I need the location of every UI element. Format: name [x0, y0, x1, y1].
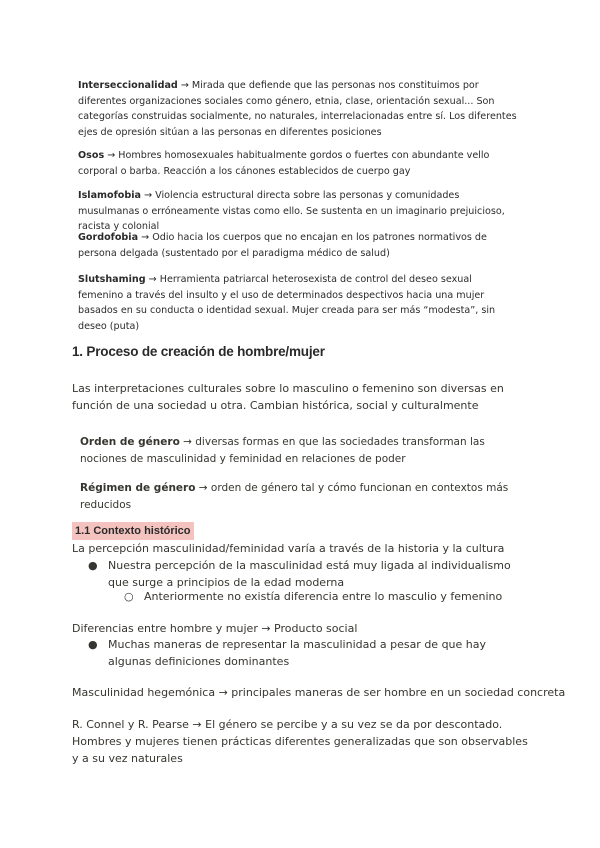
bullet-item	[88, 557, 528, 591]
glossary-definition: → Mirada que defiende que las personas nos constituimos por diferentes organizaciones sociales como género, etnia, clase, orientación sexual... Son categorías construidas socialmente, no naturales, interrelacionadas entre sí. Los diferentes ejes de opresión sitúan a las personas en diferentes posiciones	[78, 80, 517, 138]
glossary-term: Osos	[78, 150, 105, 161]
bullet-dot-icon: ●	[88, 638, 98, 651]
bullet-dot-icon: ●	[88, 559, 98, 572]
definition-orden-de-genero	[80, 434, 530, 468]
glossary-definition: → Violencia estructural directa sobre las personas y comunidades musulmanas o erróneamente vistas como ello. Se sustenta en un imaginario prejuicioso, racista y colonial	[78, 190, 505, 232]
connel-pearse-paragraph: R. Connel y R. Pearse → El género se percibe y a su vez se da por descontado. Hombres y mujeres tienen prácticas diferentes generalizadas que son observables y a su vez naturales	[72, 718, 528, 765]
definition-term: Régimen de género	[80, 482, 196, 494]
history-paragraph: La percepción masculinidad/feminidad varía a través de la historia y la cultura	[72, 542, 505, 555]
definition-text: → orden de género tal y cómo funcionan en contextos más reducidos	[80, 482, 509, 511]
bullet-text: Anteriormente no existía diferencia entre lo masculio y femenino	[144, 590, 503, 603]
section-intro: Las interpretaciones culturales sobre lo masculino o femenino son diversas en función de una sociedad u otra. Cambian histórica, social y culturalmente	[72, 382, 504, 412]
glossary-entry-interseccionalidad	[78, 78, 518, 140]
glossary-term: Interseccionalidad	[78, 80, 178, 91]
bullet-text: Nuestra percepción de la masculinidad está muy ligada al individualismo que surge a principios de la edad moderna	[108, 559, 511, 589]
glossary-definition: → Hombres homosexuales habitualmente gordos o fuertes con abundante vello corporal o barba. Reacción a los cánones establecidos de cuerpo gay	[78, 150, 490, 177]
glossary-entry-slutshaming	[78, 272, 518, 334]
bullet-item	[88, 636, 528, 670]
bullet-circle-icon: ○	[124, 590, 134, 603]
definition-term: Orden de género	[80, 436, 180, 448]
section-heading: 1. Proceso de creación de hombre/mujer	[72, 344, 325, 359]
bullet-text: Muchas maneras de representar la masculinidad a pesar de que hay algunas definiciones dominantes	[108, 638, 487, 668]
hegemonic-masculinity-paragraph: Masculinidad hegemónica → principales maneras de ser hombre en un sociedad concreta	[72, 686, 566, 699]
glossary-entry-islamofobia	[78, 188, 518, 235]
subsection-heading: 1.1 Contexto histórico	[72, 522, 194, 540]
glossary-definition: → Herramienta patriarcal heterosexista de control del deseo sexual femenino a través del insulto y el uso de determinados despectivos hacia una mujer basados en su conducta o identidad sexual. Mujer creada para ser más “modesta”, sin deseo (puta)	[78, 274, 496, 332]
differences-paragraph: Diferencias entre hombre y mujer → Producto social	[72, 622, 358, 635]
glossary-term: Slutshaming	[78, 274, 146, 285]
definition-text: → diversas formas en que las sociedades transforman las nociones de masculinidad y feminidad en relaciones de poder	[80, 436, 485, 465]
sub-bullet-item	[124, 588, 524, 605]
glossary-entry-osos	[78, 148, 518, 179]
definition-regimen-de-genero	[80, 480, 530, 514]
glossary-term: Islamofobia	[78, 190, 142, 201]
glossary-entry-gordofobia	[78, 230, 518, 261]
glossary-definition: → Odio hacia los cuerpos que no encajan en los patrones normativos de persona delgada (sustentado por el paradigma médico de salud)	[78, 232, 487, 259]
glossary-term: Gordofobia	[78, 232, 139, 243]
